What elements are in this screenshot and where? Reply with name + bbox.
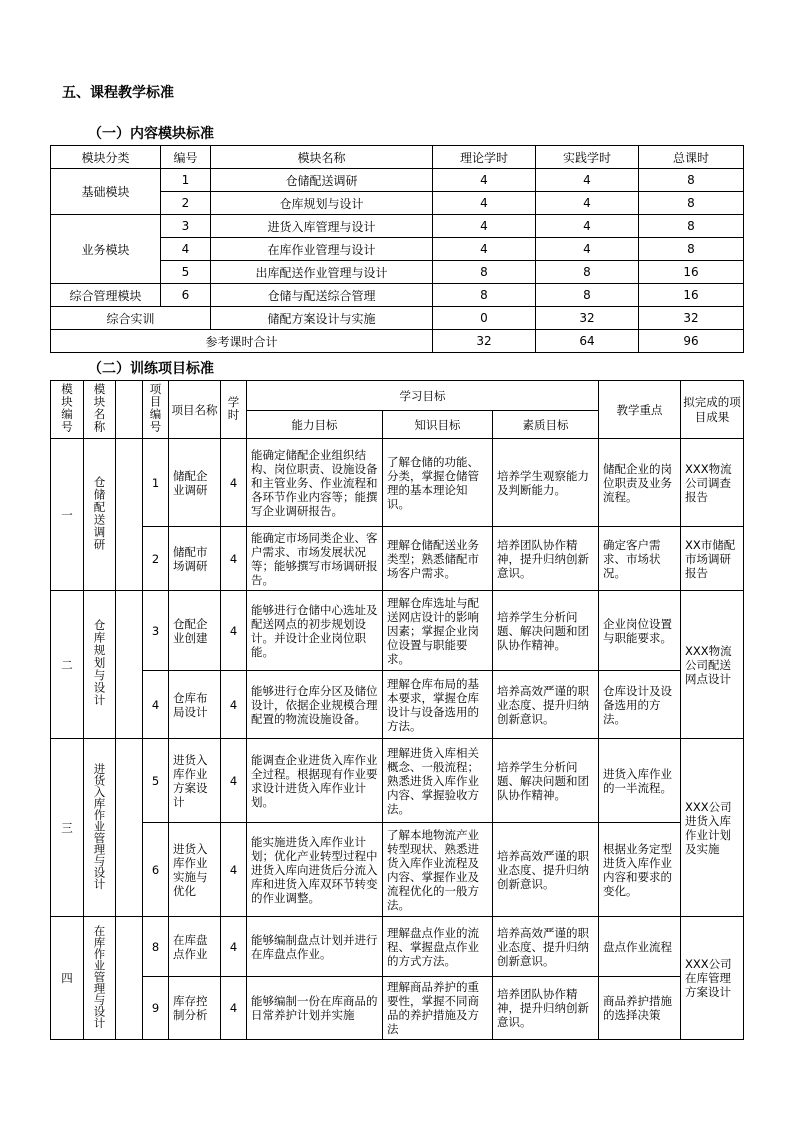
cell-practice: 4 [536,238,639,261]
focus-cell: 根据业务定型进货入库作业内容和要求的变化。 [599,823,681,917]
category-cell: 基础模块 [51,169,161,215]
hours-cell: 4 [221,591,247,671]
cell-practice: 8 [536,261,639,284]
module-no-cell: 四 [51,917,84,1040]
cell-no: 2 [161,192,211,215]
cell-practice: 4 [536,192,639,215]
blank-cell [116,917,143,1040]
cell-practice: 4 [536,215,639,238]
focus-cell: 企业岗位设置与职能要求。 [599,591,681,671]
ability-cell: 能实施进货入库作业计划；优化产业转型过程中进货入库向进货后分流入库和进货入库双环节转变的作业调整。 [247,823,383,917]
ability-cell: 能够编制盘点计划并进行在库盘点作业。 [247,917,383,977]
item-no-cell: 8 [143,917,169,977]
quality-cell: 培养学生观察能力及判断能力。 [493,439,599,527]
header-category: 模块分类 [51,146,161,169]
ability-cell: 能确定市场同类企业、客户需求、市场发展状况等；能够撰写市场调研报告。 [247,527,383,591]
ability-cell: 能够编制一份在库商品的日常养护计划并实施 [247,977,383,1040]
knowledge-cell: 理解进货入库相关概念、一般流程；熟悉进货入库作业内容、掌握验收方法。 [383,739,493,823]
item-name-cell: 储配市场调研 [169,527,221,591]
item-name-cell: 仓库布局设计 [169,671,221,739]
header-no: 编号 [161,146,211,169]
table-row [51,439,744,527]
table-header-row [51,381,744,411]
header-focus: 教学重点 [599,381,681,439]
hours-cell: 4 [221,977,247,1040]
table-row [51,307,744,330]
quality-cell: 培养学生分析问题、解决问题和团队协作精神。 [493,739,599,823]
cell-name: 出库配送作业管理与设计 [211,261,433,284]
table-row [51,215,744,238]
item-no-cell: 4 [143,671,169,739]
table-row [51,823,744,917]
cell-practice: 8 [536,284,639,307]
item-no-cell: 2 [143,527,169,591]
module-no-cell: 一 [51,439,84,591]
section-title: 五、课程教学标准 [62,85,174,101]
ability-cell: 能确定储配企业组织结构、岗位职责、设施设备和主管业务、作业流程和各环节作业内容等；能撰写企业调研报告。 [247,439,383,527]
quality-cell: 培养高效严谨的职业态度、提升归纳创新意识。 [493,671,599,739]
content-module-title: （一）内容模块标准 [88,126,214,142]
cell-no: 6 [161,284,211,307]
table-row [51,169,744,192]
outcome-cell: XXX公司在库管理方案设计 [681,917,744,1040]
item-no-cell: 9 [143,977,169,1040]
item-name-cell: 在库盘点作业 [169,917,221,977]
focus-cell: 商品养护措施的选择决策 [599,977,681,1040]
cell-theory: 8 [433,284,536,307]
blank-header-cell [116,381,143,439]
cell-theory: 8 [433,261,536,284]
header-theory: 理论学时 [433,146,536,169]
cell-name: 在库作业管理与设计 [211,238,433,261]
module-name-cell: 仓库规划与设计 [84,591,116,739]
table-row [51,977,744,1040]
table-row [51,527,744,591]
hours-cell: 4 [221,439,247,527]
cell-total: 16 [639,261,744,284]
header-knowledge: 知识目标 [383,411,493,439]
practical-label: 综合实训 [51,307,211,330]
outcome-cell: XXX公司进货入库作业计划及实施 [681,739,744,917]
item-name-cell: 进货入库作业实施与优化 [169,823,221,917]
quality-cell: 培养高效严谨的职业态度、提升归纳创新意识。 [493,917,599,977]
cell-name: 仓储与配送综合管理 [211,284,433,307]
header-module-no: 模块编号 [51,381,84,439]
outcome-cell: XX市储配市场调研报告 [681,527,744,591]
cell-total: 32 [639,307,744,330]
cell-theory: 4 [433,238,536,261]
focus-cell: 盘点作业流程 [599,917,681,977]
knowledge-cell: 了解本地物流产业转型现状、熟悉进货入库作业流程及内容、掌握作业及流程优化的一般方法。 [383,823,493,917]
outcome-cell: XXX物流公司配送网点设计 [681,591,744,739]
hours-cell: 4 [221,527,247,591]
module-no-cell: 三 [51,739,84,917]
cell-no: 3 [161,215,211,238]
hours-cell: 4 [221,823,247,917]
knowledge-cell: 理解仓库布局的基本要求，掌握仓库设计与设备选用的方法。 [383,671,493,739]
cell-total: 8 [639,238,744,261]
header-practice: 实践学时 [536,146,639,169]
header-goals: 学习目标 [247,381,599,411]
cell-no: 5 [161,261,211,284]
knowledge-cell: 理解盘点作业的流程、掌握盘点作业的方式方法。 [383,917,493,977]
category-cell: 业务模块 [51,215,161,284]
cell-theory: 4 [433,215,536,238]
item-no-cell: 6 [143,823,169,917]
module-name-cell: 在库作业管理与设计 [84,917,116,1040]
knowledge-cell: 了解仓储的功能、分类，掌握仓储管理的基本理论知识。 [383,439,493,527]
hours-cell: 4 [221,739,247,823]
cell-total: 8 [639,169,744,192]
blank-cell [116,739,143,917]
knowledge-cell: 理解仓库选址与配送网店设计的影响因素；掌握企业岗位设置与职能要求。 [383,591,493,671]
focus-cell: 确定客户需求、市场状况。 [599,527,681,591]
module-name-cell: 进货入库作业管理与设计 [84,739,116,917]
cell-total: 96 [639,330,744,353]
cell-practice: 32 [536,307,639,330]
item-no-cell: 1 [143,439,169,527]
cell-total: 8 [639,215,744,238]
cell-total: 16 [639,284,744,307]
hours-cell: 4 [221,671,247,739]
knowledge-cell: 理解仓储配送业务类型；熟悉储配市场客户需求。 [383,527,493,591]
quality-cell: 培养团队协作精神，提升归纳创新意识。 [493,527,599,591]
blank-cell [116,591,143,739]
ability-cell: 能够进行仓库分区及储位设计，依据企业规模合理配置的物流设施设备。 [247,671,383,739]
cell-theory: 0 [433,307,536,330]
header-name: 模块名称 [211,146,433,169]
focus-cell: 仓库设计及设备选用的方法。 [599,671,681,739]
cell-theory: 32 [433,330,536,353]
quality-cell: 培养团队协作精神，提升归纳创新意识。 [493,977,599,1040]
table-row [51,591,744,671]
table-row [51,671,744,739]
sum-label: 参考课时合计 [51,330,433,353]
category-cell: 综合管理模块 [51,284,161,307]
table-row [51,739,744,823]
ability-cell: 能够进行仓储中心选址及配送网点的初步规划设计。并设计企业岗位职能。 [247,591,383,671]
item-name-cell: 库存控制分析 [169,977,221,1040]
cell-name: 储配方案设计与实施 [211,307,433,330]
table-header-row [51,146,744,169]
ability-cell: 能调查企业进货入库作业全过程。根据现有作业要求设计进货入库作业计划。 [247,739,383,823]
cell-total: 8 [639,192,744,215]
cell-name: 进货入库管理与设计 [211,215,433,238]
header-outcome: 拟完成的项目成果 [681,381,744,439]
item-name-cell: 进货入库作业方案设计 [169,739,221,823]
header-item-name: 项目名称 [169,381,221,439]
cell-theory: 4 [433,169,536,192]
focus-cell: 储配企业的岗位职责及业务流程。 [599,439,681,527]
cell-name: 仓库规划与设计 [211,192,433,215]
blank-cell [116,439,143,591]
module-name-cell: 仓储配送调研 [84,439,116,591]
training-title: （二）训练项目标准 [88,361,214,377]
header-quality: 素质目标 [493,411,599,439]
header-ability: 能力目标 [247,411,383,439]
cell-no: 1 [161,169,211,192]
item-no-cell: 5 [143,739,169,823]
cell-practice: 64 [536,330,639,353]
quality-cell: 培养学生分析问题、解决问题和团队协作精神。 [493,591,599,671]
outcome-cell: XXX物流公司调查报告 [681,439,744,527]
table-row [51,330,744,353]
knowledge-cell: 理解商品养护的重要性，掌握不同商品的养护措施及方法 [383,977,493,1040]
cell-practice: 4 [536,169,639,192]
hours-cell: 4 [221,917,247,977]
module-no-cell: 二 [51,591,84,739]
header-hours: 学时 [221,381,247,439]
cell-theory: 4 [433,192,536,215]
cell-no: 4 [161,238,211,261]
quality-cell: 培养高效严谨的职业态度、提升归纳创新意识。 [493,823,599,917]
table-row [51,284,744,307]
item-name-cell: 仓配企业创建 [169,591,221,671]
content-module-table [50,145,744,353]
header-module-name: 模块名称 [84,381,116,439]
item-name-cell: 储配企业调研 [169,439,221,527]
training-table [50,380,744,1040]
item-no-cell: 3 [143,591,169,671]
header-item-no: 项目编号 [143,381,169,439]
table-row [51,917,744,977]
cell-name: 仓储配送调研 [211,169,433,192]
focus-cell: 进货入库作业的一半流程。 [599,739,681,823]
header-total: 总课时 [639,146,744,169]
